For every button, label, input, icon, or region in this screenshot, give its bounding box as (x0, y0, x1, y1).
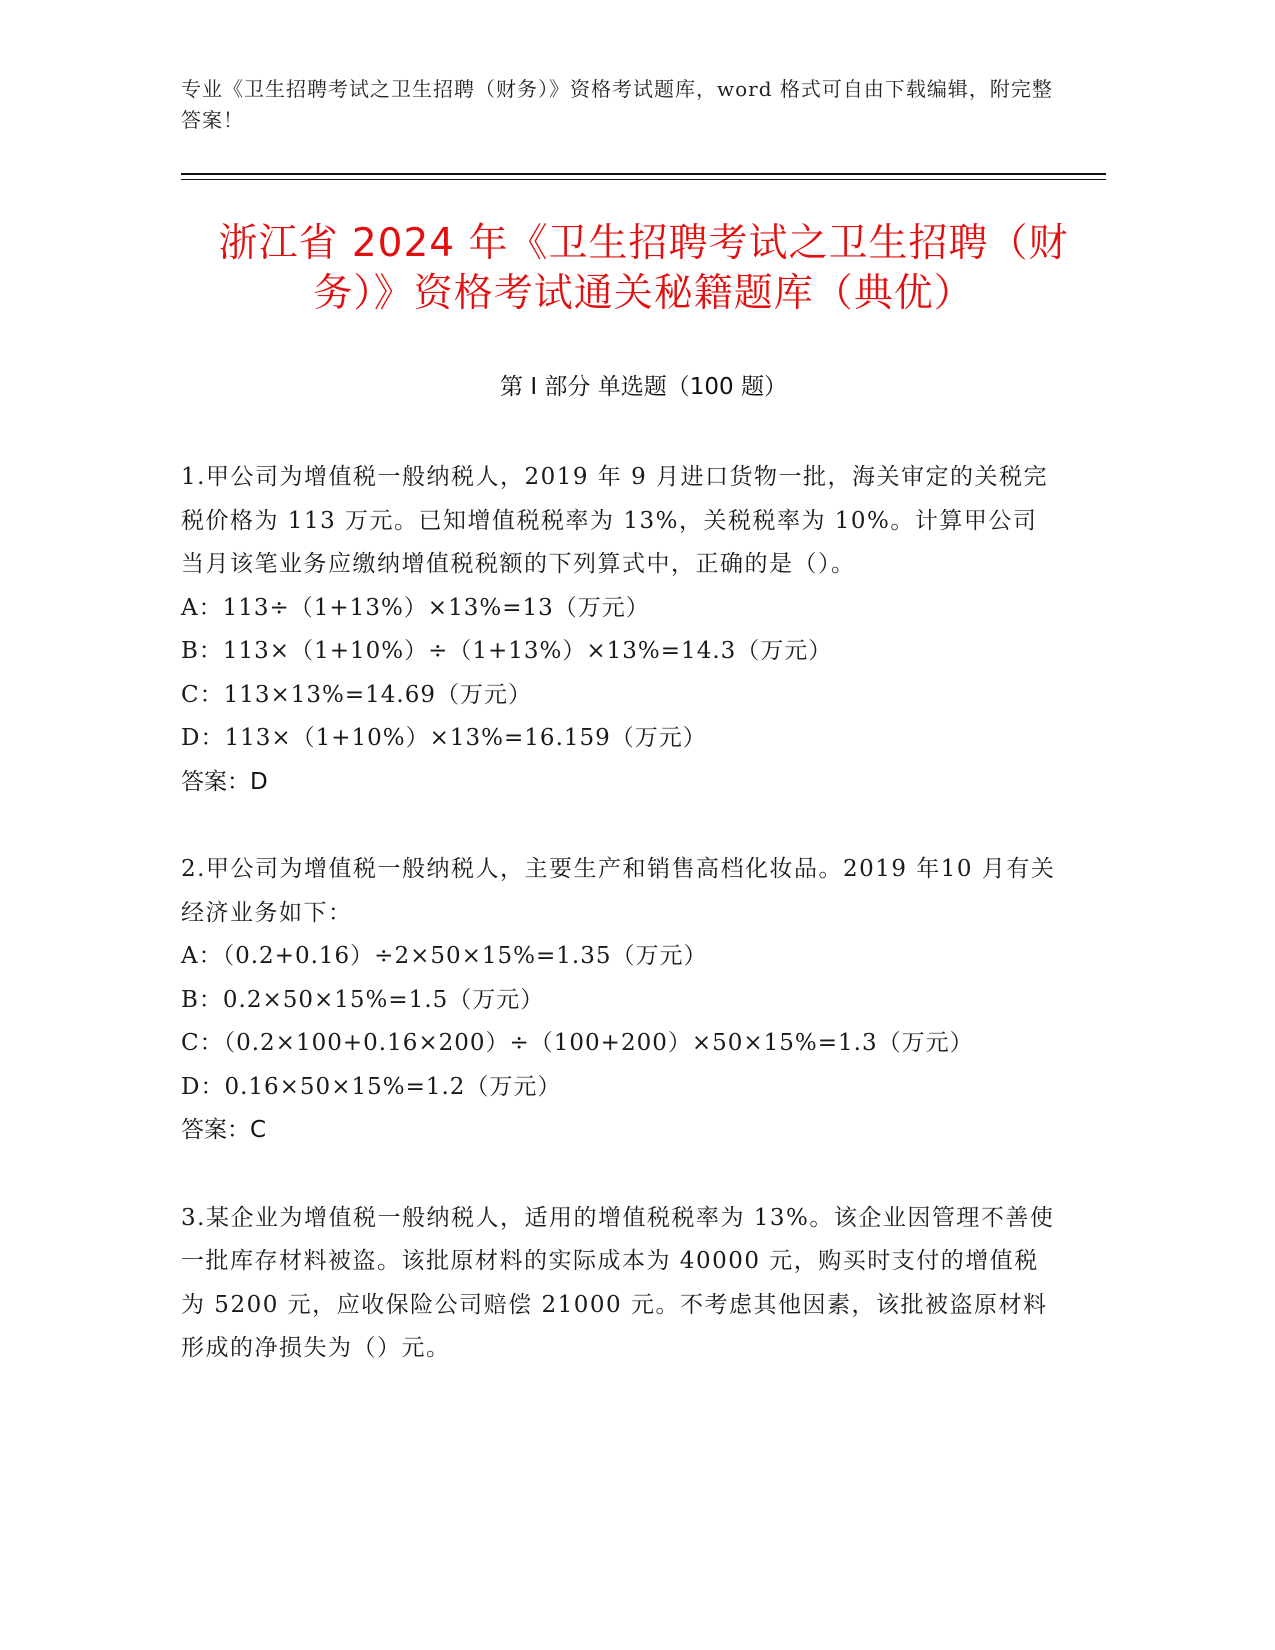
header-divider-thin (181, 179, 1106, 180)
question-stem: 3.某企业为增值税一般纳税人，适用的增值税税率为 13%。该企业因管理不善使一批库存材料被盗。该批原材料的实际成本为 40000 元，购买时支付的增值税为 5200 元，应收保险公司赔偿 21000 元。不考虑其他因素，该批被盗原材料形成的净损失为（）元。 (181, 1204, 1055, 1361)
option-d: D：113×（1+10%）×13%=16.159（万元） (181, 725, 707, 751)
option-c: C：（0.2×100+0.16×200）÷（100+200）×50×15%=1.3（万元） (181, 1030, 974, 1056)
option-c: C：113×13%=14.69（万元） (181, 681, 533, 708)
option-a: A：113÷（1+13%）×13%=13（万元） (181, 594, 650, 621)
header-note: 专业《卫生招聘考试之卫生招聘（财务）》资格考试题库，word 格式可自由下载编辑，附完整答案！ (181, 77, 1053, 132)
option-b: B：0.2×50×15%=1.5（万元） (181, 986, 545, 1013)
question-1 (181, 456, 1061, 804)
question-stem: 2.甲公司为增值税一般纳税人，主要生产和销售高档化妆品。2019 年10 月有关经济业务如下： (181, 856, 1056, 926)
answer: 答案：C (181, 1117, 267, 1143)
question-list (181, 456, 1061, 1415)
question-2 (181, 848, 1061, 1153)
question-3 (181, 1197, 1061, 1371)
option-a: A：（0.2+0.16）÷2×50×15%=1.35（万元） (181, 943, 708, 969)
document-title: 浙江省 2024 年《卫生招聘考试之卫生招聘（财务）》资格考试通关秘籍题库（典优） (218, 221, 1069, 316)
option-d: D：0.16×50×15%=1.2（万元） (181, 1073, 562, 1100)
section-heading: 第 I 部分 单选题（100 题） (500, 374, 787, 400)
answer: 答案：D (181, 768, 268, 795)
option-b: B：113×（1+10%）÷（1+13%）×13%=14.3（万元） (181, 638, 833, 664)
header-divider-thick (181, 173, 1106, 175)
question-stem: 1.甲公司为增值税一般纳税人，2019 年 9 月进口货物一批，海关审定的关税完税价格为 113 万元。已知增值税税率为 13%，关税税率为 10%。计算甲公司当月该笔业务应缴纳增值税税额的下列算式中，正确的是（）。 (181, 464, 1049, 577)
